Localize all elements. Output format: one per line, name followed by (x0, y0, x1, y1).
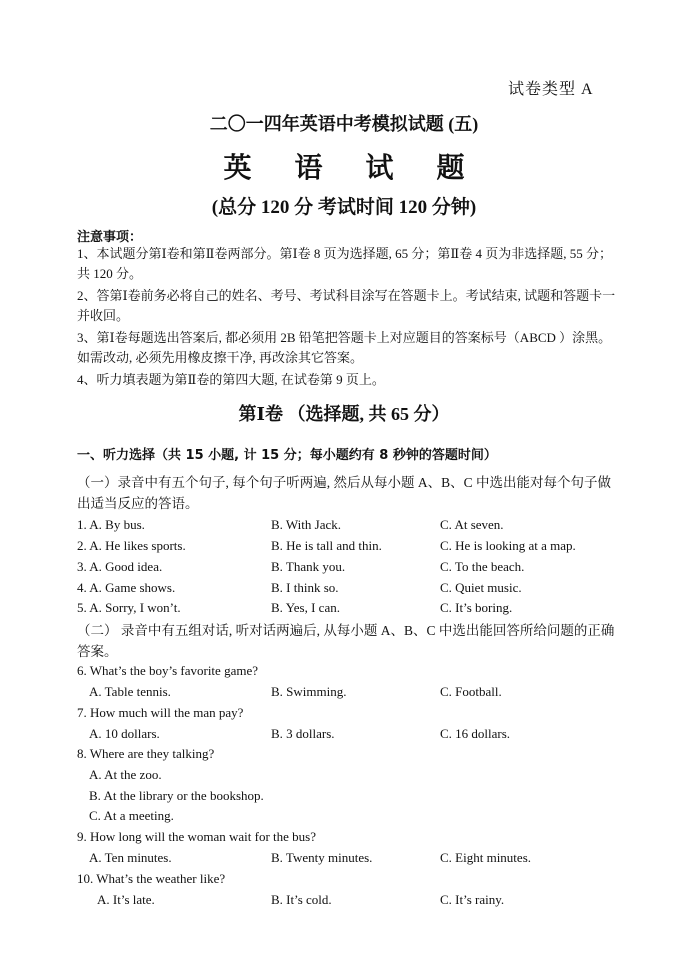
option-c: C. To the beach. (440, 559, 525, 574)
notice-item-4: 4、听力填表题为第Ⅱ卷的第四大题, 在试卷第 9 页上。 (77, 372, 385, 387)
option-b: B. Thank you. (271, 559, 346, 574)
part-title: 一、听力选择（共 15 小题, 计 15 分；每小题约有 8 秒钟的答题时间） (77, 448, 497, 463)
option-a: A. Table tennis. (89, 684, 171, 699)
option-a: A. Ten minutes. (89, 850, 172, 865)
subpart1-instruction: （一）录音中有五个句子, 每个句子听两遍, 然后从每小题 A、B、C 中选出能对每个句子做出适当反应的答语。 (77, 475, 612, 511)
question-stem (77, 746, 622, 766)
question-text: 10. What’s the weather like? (77, 871, 226, 886)
question-options (77, 892, 622, 912)
option-b: B. It’s cold. (271, 892, 332, 907)
option-c: C. Quiet music. (440, 580, 522, 595)
option-b: B. Swimming. (271, 684, 347, 699)
option-c: C. At seven. (440, 517, 504, 532)
question-options (77, 726, 622, 746)
question-options (77, 850, 622, 870)
question-row (77, 600, 622, 620)
question-stem (77, 663, 622, 683)
question-stem (77, 705, 622, 725)
question-text: 7. How much will the man pay? (77, 705, 244, 720)
question-row (77, 517, 622, 537)
option-c: C. At a meeting. (89, 808, 174, 823)
option-c: C. He is looking at a map. (440, 538, 576, 553)
question-option (77, 808, 622, 828)
question-option (77, 788, 622, 808)
question-options (77, 684, 622, 704)
question-option (77, 767, 622, 787)
option-b: B. With Jack. (271, 517, 342, 532)
subpart2-instruction: （二） 录音中有五组对话, 听对话两遍后, 从每小题 A、B、C 中选出能回答所给问题的正确答案。 (77, 623, 615, 659)
notice-heading: 注意事项： (77, 230, 143, 245)
section-title: 第Ⅰ卷 （选择题, 共 65 分） (238, 404, 450, 424)
option-b: B. Twenty minutes. (271, 850, 373, 865)
option-a: 4. A. Game shows. (77, 580, 176, 595)
option-c: C. Eight minutes. (440, 850, 531, 865)
option-a: A. It’s late. (97, 892, 155, 907)
option-b: B. He is tall and thin. (271, 538, 382, 553)
question-row (77, 538, 622, 558)
option-b: B. I think so. (271, 580, 339, 595)
question-stem (77, 871, 622, 891)
option-c: C. Football. (440, 684, 502, 699)
notice-item-1: 1、本试题分第Ⅰ卷和第Ⅱ卷两部分。第Ⅰ卷 8 页为选择题, 65 分；第Ⅱ卷 4 页为非选择题, 55 分；共 120 分。 (77, 246, 612, 281)
option-a: A. 10 dollars. (89, 726, 160, 741)
option-c: C. 16 dollars. (440, 726, 511, 741)
question-text: 6. What’s the boy’s favorite game? (77, 663, 258, 678)
notice-item-3: 3、第Ⅰ卷每题选出答案后, 都必须用 2B 铅笔把答题卡上对应题目的答案标号（ABCD ）涂黑。如需改动, 必须先用橡皮擦干净, 再改涂其它答案。 (77, 330, 612, 365)
option-a: A. At the zoo. (89, 767, 162, 782)
question-row (77, 580, 622, 600)
option-b: B. At the library or the bookshop. (89, 788, 264, 803)
option-c: C. It’s boring. (440, 600, 513, 615)
question-stem (77, 829, 622, 849)
option-a: 1. A. By bus. (77, 517, 145, 532)
question-text: 9. How long will the woman wait for the bus? (77, 829, 317, 844)
option-b: B. 3 dollars. (271, 726, 335, 741)
score-time-info: (总分 120 分 考试时间 120 分钟) (211, 197, 477, 218)
exam-type-label: 试卷类型 A (508, 81, 594, 98)
subject-title: 英 语 试 题 (223, 153, 483, 184)
option-a: 3. A. Good idea. (77, 559, 163, 574)
exam-title: 二〇一四年英语中考模拟试题 (五) (209, 114, 479, 134)
question-text: 8. Where are they talking? (77, 746, 215, 761)
option-b: B. Yes, I can. (271, 600, 340, 615)
option-c: C. It’s rainy. (440, 892, 505, 907)
option-a: 5. A. Sorry, I won’t. (77, 600, 181, 615)
notice-item-2: 2、答第Ⅰ卷前务必将自己的姓名、考号、考试科目涂写在答题卡上。考试结束, 试题和答题卡一并收回。 (77, 288, 616, 323)
question-row (77, 559, 622, 579)
option-a: 2. A. He likes sports. (77, 538, 186, 553)
